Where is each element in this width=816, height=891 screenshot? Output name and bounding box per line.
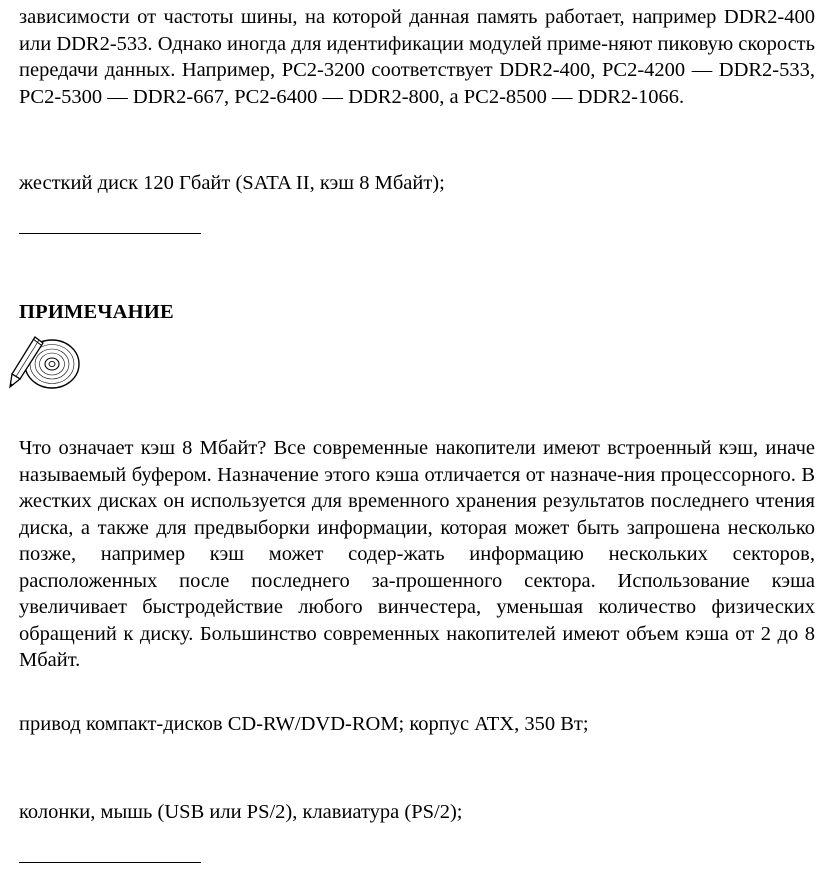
note-heading: ПРИМЕЧАНИЕ — [19, 301, 174, 323]
intro-paragraph: зависимости от частоты шины, на которой данная память работает, например DDR2-400 или DDR2-533. Однако иногда для идентификации модулей приме-няют пиковую скорость передачи данных. Например, PC2-3200 соответствует DDR2-400, PC2-4200 — DDR2-533, PC2-5300 — DDR2-667, PC2-6400 — DDR2-800, а PC2-8500 — DDR2-1066. — [19, 6, 815, 108]
note-paragraph: Что означает кэш 8 Мбайт? Все современные накопители имеют встроенный кэш, иначе называемый буфером. Назначение этого кэша отличается от назначе-ния процессорного. В жестких дисках он используется для временного хранения результатов последнего чтения диска, а также для предвыборки информации, которая может быть запрошена несколько позже, например кэш может содер-жать информацию нескольких секторов, расположенных после последнего за-прошенного сектора. Использование кэша увеличивает быстродействие любого винчестера, уменьшая количество физических обращений к диску. Большинство современных накопителей имеют объем кэша от 2 до 8 Мбайт. — [19, 437, 815, 671]
pencil-and-disc-icon — [6, 334, 82, 392]
separator-rule — [19, 862, 201, 863]
peripherals-line: колонки, мышь (USB или PS/2), клавиатура (PS/2); — [19, 801, 463, 823]
separator-rule — [19, 233, 201, 234]
hdd-spec-line: жесткий диск 120 Гбайт (SATA II, кэш 8 Мбайт); — [19, 172, 445, 194]
drive-case-line: привод компакт-дисков CD-RW/DVD-ROM; корпус ATX, 350 Вт; — [19, 713, 589, 735]
